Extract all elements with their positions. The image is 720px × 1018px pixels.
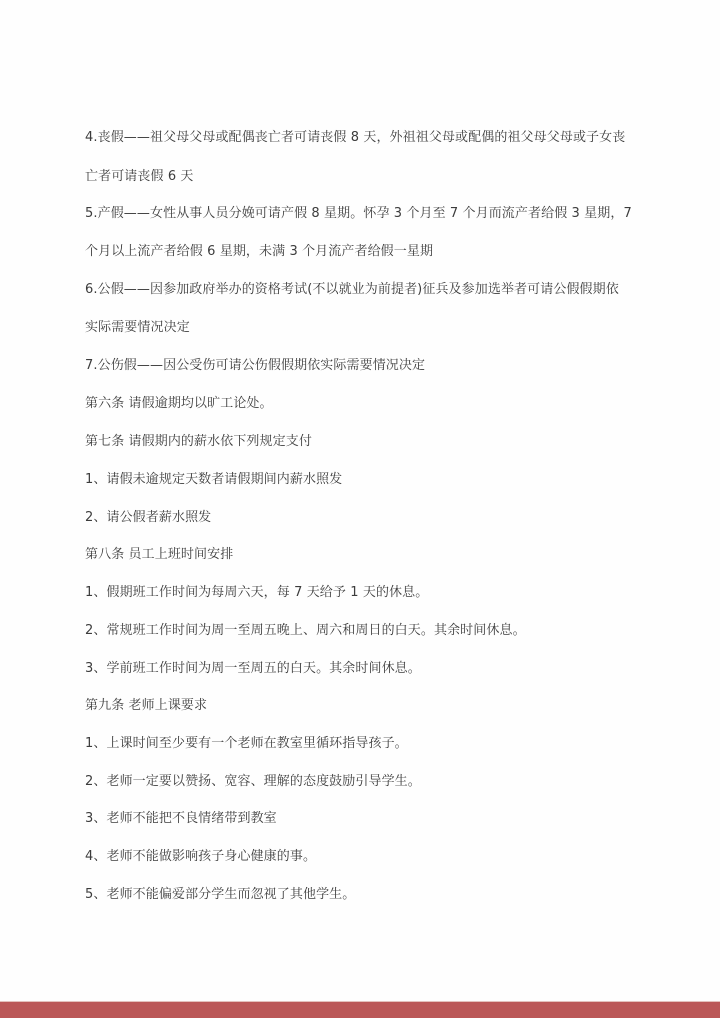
article-6-heading: 第六条 请假逾期均以旷工论处。 (85, 396, 273, 411)
leave-item-official-cont: 实际需要情况决定 (85, 320, 190, 335)
leave-item-official: 6.公假——因参加政府举办的资格考试(不以就业为前提者)征兵及参加选举者可请公假假期依 (85, 282, 619, 297)
leave-item-work-injury: 7.公伤假——因公受伤可请公伤假假期依实际需要情况决定 (85, 358, 426, 373)
footer-accent-bar (0, 1001, 720, 1018)
article-7-heading: 第七条 请假期内的薪水依下列规定支付 (85, 434, 312, 449)
article-8-heading: 第八条 员工上班时间安排 (85, 547, 234, 562)
article-8-item-2: 2、常规班工作时间为周一至周五晚上、周六和周日的白天。其余时间休息。 (85, 623, 526, 638)
article-9-item-5: 5、老师不能偏爱部分学生而忽视了其他学生。 (85, 887, 356, 902)
article-9-item-3: 3、老师不能把不良情绪带到教室 (85, 811, 277, 826)
article-8-item-1: 1、假期班工作时间为每周六天，每 7 天给予 1 天的休息。 (85, 585, 429, 600)
article-8-item-3: 3、学前班工作时间为周一至周五的白天。其余时间休息。 (85, 661, 421, 676)
article-9-item-1: 1、上课时间至少要有一个老师在教室里循环指导孩子。 (85, 736, 408, 751)
article-7-item-2: 2、请公假者薪水照发 (85, 510, 212, 525)
leave-item-bereavement-cont: 亡者可请丧假 6 天 (85, 169, 194, 184)
leave-item-maternity-cont: 个月以上流产者给假 6 星期，未满 3 个月流产者给假一星期 (85, 244, 434, 259)
article-9-item-2: 2、老师一定要以赞扬、宽容、理解的态度鼓励引导学生。 (85, 774, 421, 789)
article-9-item-4: 4、老师不能做影响孩子身心健康的事。 (85, 849, 317, 864)
article-9-heading: 第九条 老师上课要求 (85, 698, 208, 713)
leave-item-maternity: 5.产假——女性从事人员分娩可请产假 8 星期。怀孕 3 个月至 7 个月而流产者给假 3 星期，7 (85, 206, 632, 221)
article-7-item-1: 1、请假未逾规定天数者请假期间内薪水照发 (85, 472, 343, 487)
leave-item-bereavement: 4.丧假——祖父母父母或配偶丧亡者可请丧假 8 天，外祖祖父母或配偶的祖父母父母或子女丧 (85, 130, 626, 145)
